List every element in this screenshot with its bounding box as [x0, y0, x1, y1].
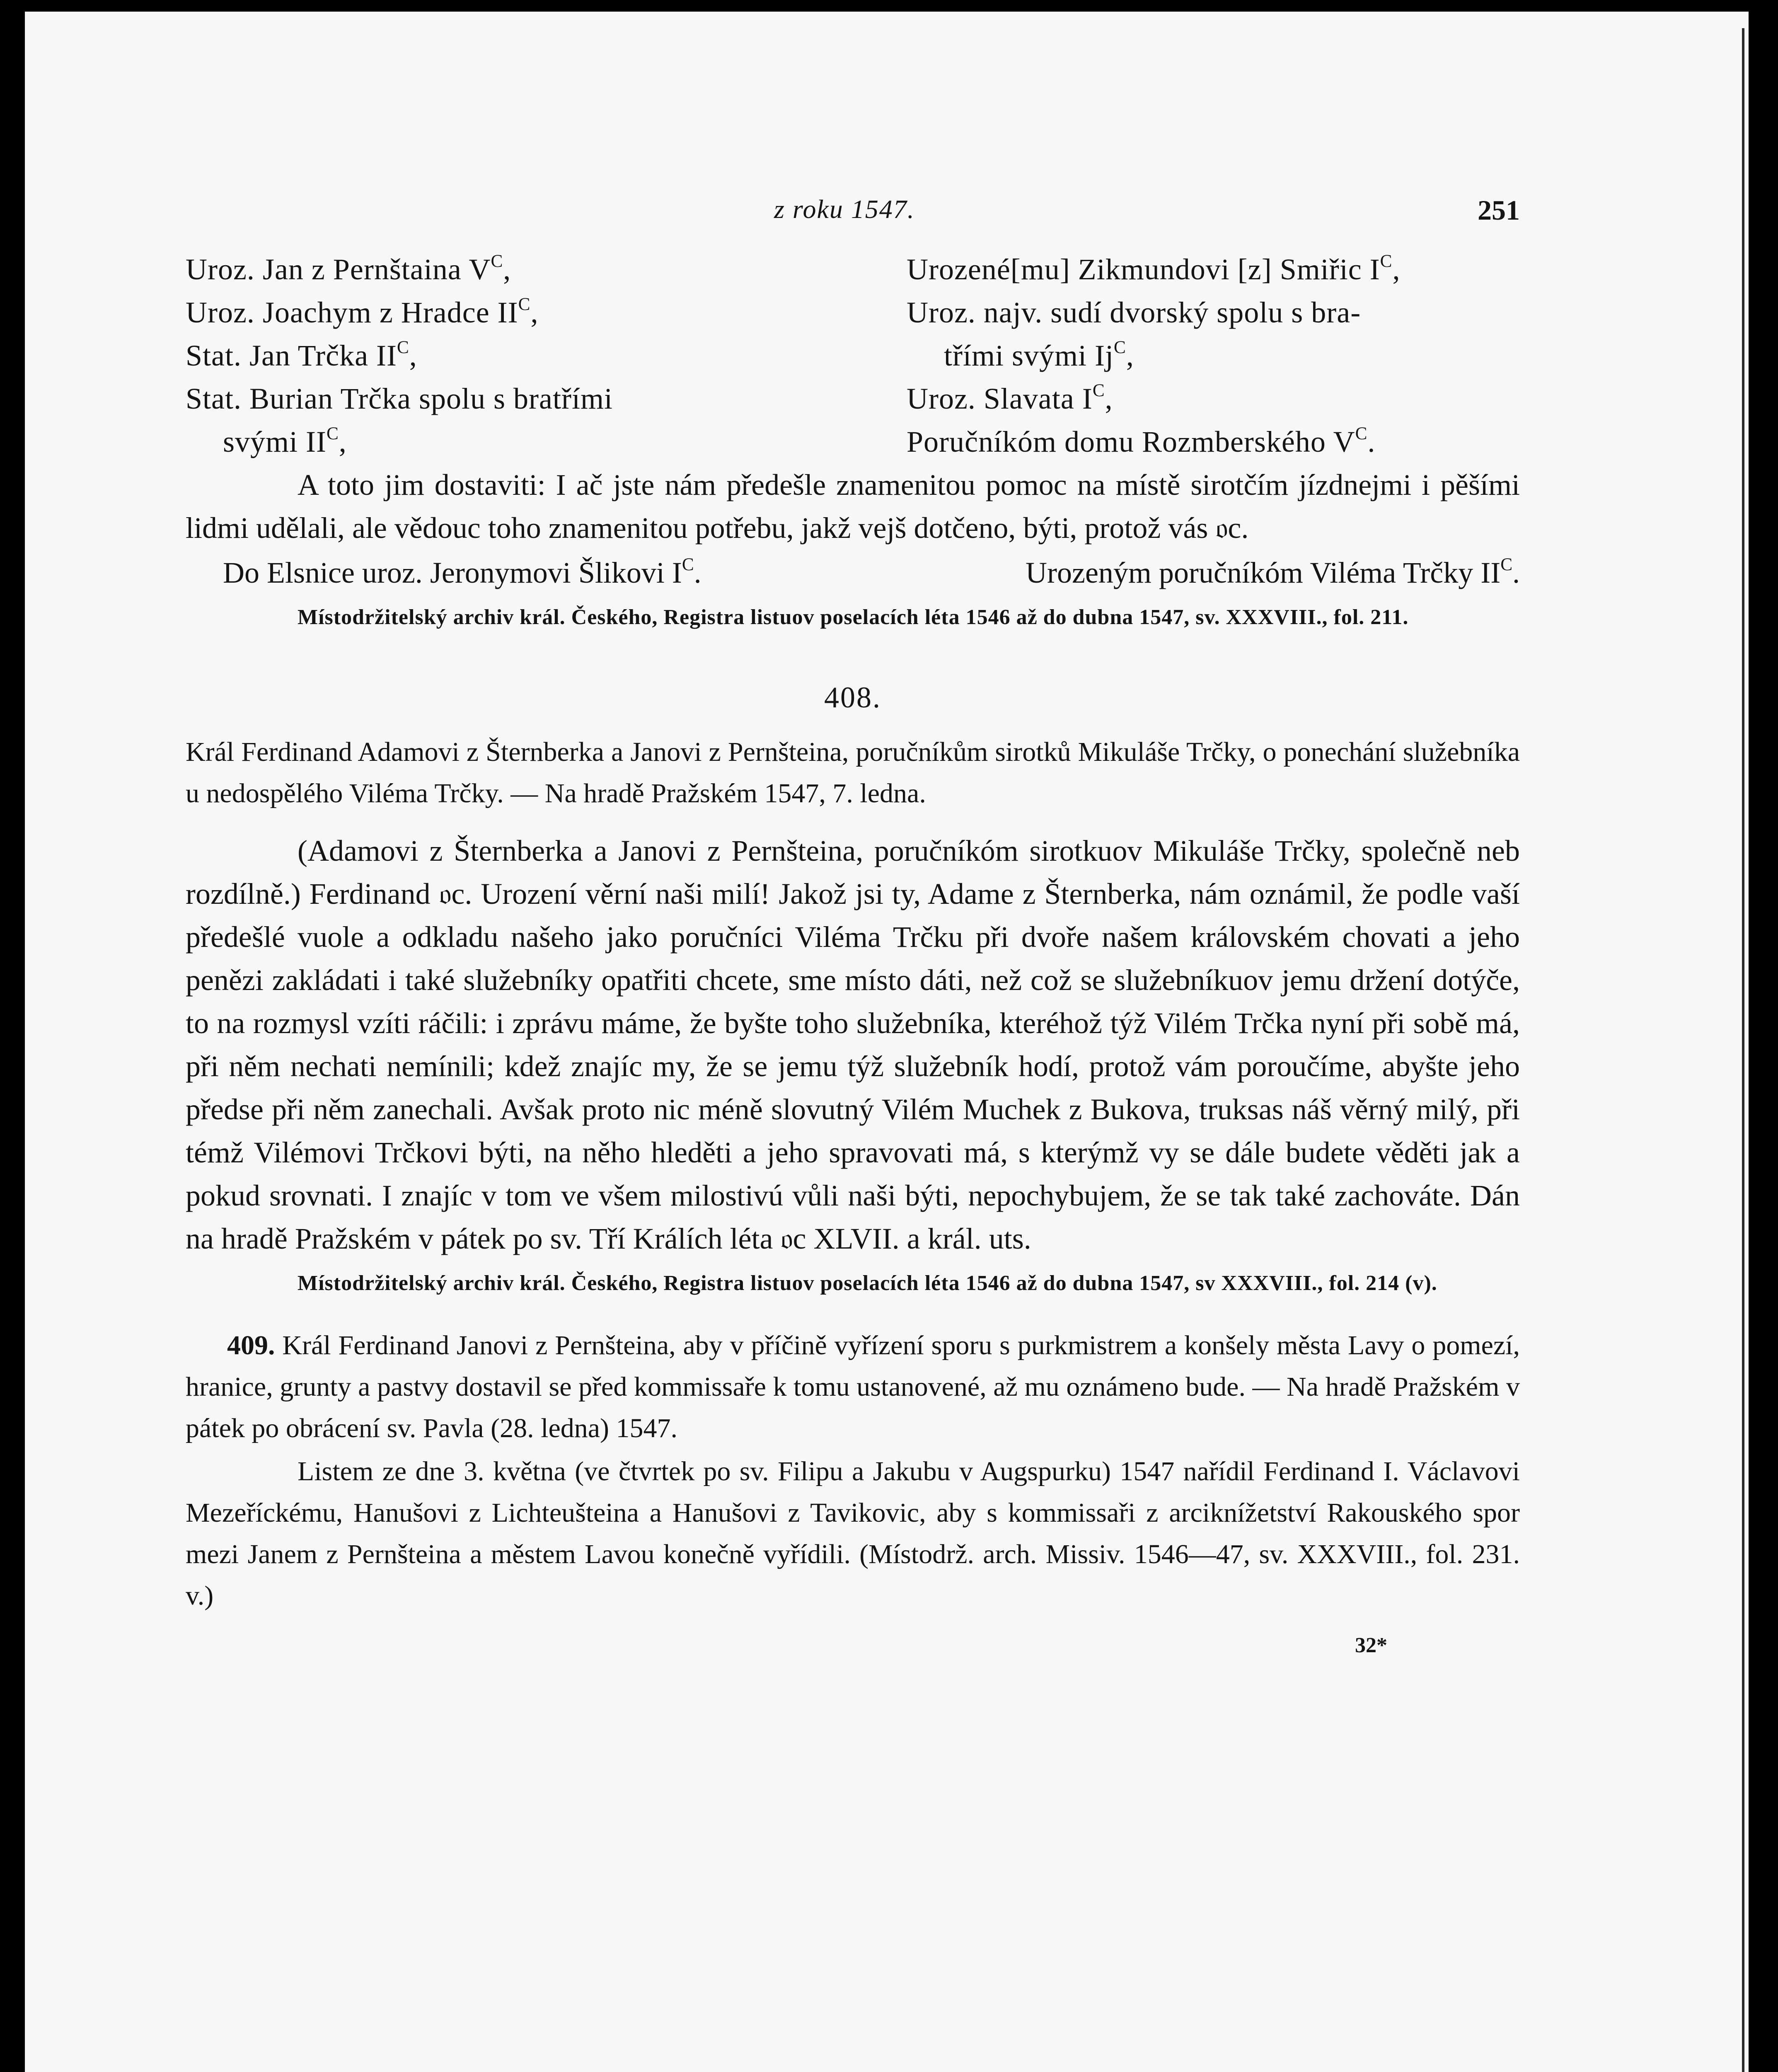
address-right: Urozeným poručníkóm Viléma Trčky $II^C$.: [1026, 554, 1520, 589]
page: [25, 12, 1749, 2072]
doc408-regest: Král Ferdinand Adamovi z Šternberka a Janovi z Pernšteina, poručníkům sirotků Mikuláše Trčky, o ponechání služebníka u nedospělého Viléma Trčky. — Na hradě Pražském 1547, 7. ledna.: [186, 737, 1520, 808]
address-line: Uroz. Jan z Pernštaina $V^C$,: [186, 251, 511, 286]
address-line: Stat. Jan Trčka $II^C$,: [186, 337, 417, 372]
address-column-right: [907, 248, 1520, 463]
doc409-regest: 409. Král Ferdinand Janovi z Pernšteina, aby v příčině vyřízení sporu s purkmistrem a konšely města Lavy o pomezí, hranice, grunty a pastvy dostavil se před kommissaře k tomu ustanovené, až mu oznámeno bude. — Na hradě Pražském v pátek po obrácení sv. Pavla (28. ledna) 1547.: [186, 1330, 1520, 1443]
running-head-title: z roku 1547.: [774, 194, 915, 224]
address-line: třími svými $Ij^C$,: [944, 337, 1134, 372]
doc409-note: Listem ze dne 3. května (ve čtvrtek po sv. Filipu a Jakubu v Augspurku) 1547 nařídil Ferdinand I. Václavovi Mezeříckému, Hanušovi z Lichteušteina a Hanušovi z Tavikovic, aby s kommissaři z arciknížetství Rakouského spor mezi Janem z Pernšteina a městem Lavou konečně vyřídili. (Místodrž. arch. Missiv. 1546—47, sv. XXXVIII., fol. 231. v.): [186, 1456, 1520, 1611]
address-line: Uroz. Slavata $I^C$,: [907, 380, 1113, 415]
doc408-text: (Adamovi z Šternberka a Janovi z Pernšteina, poručníkóm sirotkuov Mikuláše Trčky, společně neb rozdílně.) Ferdinand 𝔬c. Urození věrní naši milí! Jakož jsi ty, Adame z Šternberka, nám oznámil, že podle vaší předešlé vuole a odkladu našeho jako poručníci Viléma Trčku při dvoře našem královském chovati a jeho penězi zakládati i také služebníky opatřiti chcete, sme místo dáti, než což se služebníkuov jemu držení dotýče, to na rozmysl vzíti ráčili: i zprávu máme, že byšte toho služebníka, kteréhož týž Vilém Trčka nyní při sobě má, při něm nechati nemínili; kdež znajíc my, že se jemu týž služebník hodí, protož vám poroučíme, abyšte jeho předse při něm zanechali. Avšak proto nic méně slovutný Vilém Muchek z Bukova, truksas náš věrný milý, při témž Vilémovi Trčkovi býti, na něho hleděti a jeho spravovati má, s kterýmž vy se dále budete věděti jak a pokud srovnati. I znajíc v tom ve všem milostivú vůli naši býti, nepochybujem, že se tak také zachováte. Dán na hradě Pražském v pátek po sv. Tří Králích léta 𝔬c XLVII. a král. uts.: [186, 834, 1520, 1255]
doc407-source: Místodržitelský archiv král. Českého, Registra listuov poselacích léta 1546 až do dubna 1547, sv. XXXVIII., fol. 211.: [298, 605, 1409, 629]
running-head: [186, 186, 1520, 235]
address-line: Uroz. Joachym z Hradce $II^C$,: [186, 294, 539, 329]
doc408-source: Místodržitelský archiv král. Českého, Registra listuov poselacích léta 1546 až do dubna 1547, sv XXXVIII., fol. 214 (v).: [298, 1271, 1437, 1295]
page-content: [186, 186, 1520, 1658]
address-line: Stat. Burian Trčka spolu s bratřími: [186, 382, 613, 415]
doc409-number: 409.: [227, 1330, 275, 1360]
doc407-text: A toto jim dostaviti: I ač jste nám předešle znamenitou pomoc na místě sirotčím jízdnejmi i pěšími lidmi udělali, ale vědouc toho znamenitou potřebu, jakž vejš dotčeno, býti, protož vás 𝔬c.: [186, 468, 1520, 545]
address-column-left: [186, 248, 869, 463]
section-gap: [186, 1301, 1520, 1325]
doc407-addresses: [186, 551, 1520, 594]
signature-mark: 32*: [1355, 1634, 1387, 1657]
address-line: svými $II^C$,: [223, 424, 347, 458]
address-columns: [186, 248, 1520, 463]
address-left: Do Elsnice uroz. Jeronymovi Šlikovi $I^C$.: [223, 554, 702, 589]
address-line: Uroz. najv. sudí dvorský spolu s bra-: [907, 296, 1361, 329]
address-line: Urozené[mu] Zikmundovi [z] Smiřic $I^C$,: [907, 251, 1401, 286]
page-number: 251: [1478, 194, 1520, 226]
doc408-number: 408.: [824, 681, 881, 714]
address-line: Poručníkóm domu Rozmberského $V^C$.: [907, 424, 1376, 458]
